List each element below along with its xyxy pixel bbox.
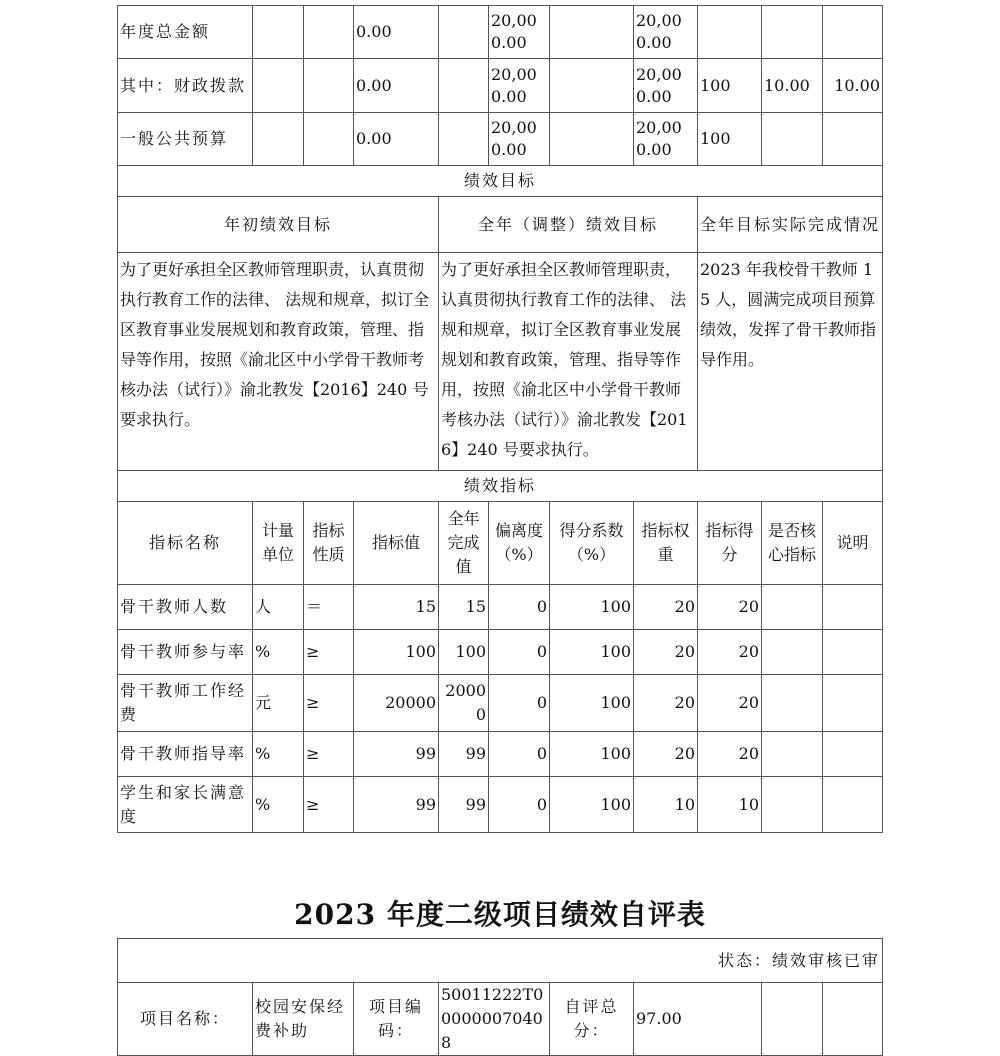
indicator-target: 100 [354,630,439,675]
indicator-header-row [118,502,883,585]
table-row [118,630,883,675]
indicator-target: 20000 [354,675,439,732]
indicator-score: 20 [698,630,762,675]
indicator-actual: 99 [439,777,489,833]
budget-cell: 0.00 [354,59,439,113]
indicator-deviation: 0 [489,777,550,833]
budget-label: 年度总金额 [118,6,253,59]
indicator-unit: 元 [253,675,304,732]
indicator-actual: 100 [439,630,489,675]
indicator-score: 20 [698,675,762,732]
table-row [118,675,883,732]
indicator-core [762,675,823,732]
header-score: 指标得分 [698,502,762,585]
indicator-core [762,777,823,833]
indicator-name: 骨干教师人数 [118,585,253,630]
project-header-table [117,938,883,1056]
self-score-value: 97.00 [634,983,762,1056]
goal-header-initial: 年初绩效目标 [118,197,439,253]
performance-table [117,5,883,833]
indicator-coefficient: 100 [550,585,634,630]
indicator-weight: 10 [634,777,698,833]
indicator-core [762,585,823,630]
indicator-score: 20 [698,732,762,777]
indicator-name: 骨干教师指导率 [118,732,253,777]
project-code-label: 项目编码： [354,983,439,1056]
table-row [118,777,883,833]
section-title-indicators: 绩效指标 [118,471,883,502]
budget-cell: 0.00 [354,6,439,59]
header-nature: 指标性质 [304,502,354,585]
indicator-nature: ≥ [304,630,354,675]
indicator-coefficient: 100 [550,777,634,833]
goal-actual-text: 2023 年我校骨干教师 15 人，圆满完成项目预算绩效，发挥了骨干教师指导作用。 [698,253,883,471]
header-actual: 全年完成值 [439,502,489,585]
header-unit: 计量单位 [253,502,304,585]
indicator-note [823,585,883,630]
budget-cell: 20,000.00 [634,59,698,113]
budget-row [118,113,883,166]
indicator-deviation: 0 [489,630,550,675]
indicator-coefficient: 100 [550,630,634,675]
page-title: 2023 年度二级项目绩效自评表 [294,898,706,931]
budget-row [118,6,883,59]
project-code-value: 50011222T000000070408 [439,983,550,1056]
header-target: 指标值 [354,502,439,585]
indicator-name: 骨干教师工作经费 [118,675,253,732]
indicator-score: 20 [698,585,762,630]
header-note: 说明 [823,502,883,585]
project-name-value: 校园安保经费补助 [253,983,354,1056]
header-coefficient: 得分系数（%） [550,502,634,585]
header-indicator-name: 指标名称 [118,502,253,585]
header-core: 是否核心指标 [762,502,823,585]
indicator-actual: 20000 [439,675,489,732]
budget-cell [823,6,883,59]
budget-cell: 0.00 [354,113,439,166]
indicator-name: 学生和家长满意度 [118,777,253,833]
header-weight: 指标权重 [634,502,698,585]
budget-label: 一般公共预算 [118,113,253,166]
indicator-weight: 20 [634,675,698,732]
indicator-target: 99 [354,732,439,777]
indicator-nature: ≥ [304,777,354,833]
indicator-name: 骨干教师参与率 [118,630,253,675]
indicator-deviation: 0 [489,732,550,777]
indicator-note [823,675,883,732]
indicator-deviation: 0 [489,675,550,732]
indicator-actual: 99 [439,732,489,777]
indicator-coefficient: 100 [550,675,634,732]
indicator-target: 15 [354,585,439,630]
indicator-unit: % [253,732,304,777]
budget-cell [698,6,762,59]
budget-row [118,59,883,113]
indicator-note [823,732,883,777]
indicator-note [823,777,883,833]
indicator-nature: ＝ [304,585,354,630]
indicator-score: 10 [698,777,762,833]
budget-cell [823,113,883,166]
indicator-weight: 20 [634,732,698,777]
goal-adjusted-text: 为了更好承担全区教师管理职责，认真贯彻执行教育工作的法律、 法规和规章，拟订全区教育事业发展规划和教育政策，管理、指导等作用，按照《渝北区中小学骨干教师考核办法（试行）》渝北教发【2016】240 号要求执行。 [439,253,698,471]
budget-label: 其中：财政拨款 [118,59,253,113]
indicator-core [762,732,823,777]
budget-cell: 10.00 [823,59,883,113]
budget-cell: 100 [698,113,762,166]
section-title-goals: 绩效目标 [118,166,883,197]
indicator-weight: 20 [634,630,698,675]
indicator-target: 99 [354,777,439,833]
goal-header-adjusted: 全年（调整）绩效目标 [439,197,698,253]
indicator-unit: % [253,630,304,675]
indicator-unit: 人 [253,585,304,630]
indicator-weight: 20 [634,585,698,630]
indicator-nature: ≥ [304,732,354,777]
status-badge: 状态：绩效审核已审 [118,939,883,983]
budget-cell: 20,000.00 [489,6,550,59]
budget-cell [762,113,823,166]
indicator-actual: 15 [439,585,489,630]
goal-header-actual: 全年目标实际完成情况 [698,197,883,253]
table-row [118,732,883,777]
goal-initial-text: 为了更好承担全区教师管理职责，认真贯彻执行教育工作的法律、 法规和规章，拟订全区教育事业发展规划和教育政策，管理、指导等作用，按照《渝北区中小学骨干教师考核办法（试行）》渝北教发【2016】240 号要求执行。 [118,253,439,471]
header-deviation: 偏离度（%） [489,502,550,585]
indicator-nature: ≥ [304,675,354,732]
indicator-coefficient: 100 [550,732,634,777]
indicator-core [762,630,823,675]
budget-cell: 20,000.00 [489,113,550,166]
budget-cell [762,6,823,59]
budget-cell: 20,000.00 [634,113,698,166]
budget-cell: 10.00 [762,59,823,113]
budget-cell: 20,000.00 [634,6,698,59]
indicator-deviation: 0 [489,585,550,630]
self-score-label: 自评总分： [550,983,634,1056]
project-name-label: 项目名称： [118,983,253,1056]
table-row [118,585,883,630]
indicator-unit: % [253,777,304,833]
indicator-note [823,630,883,675]
budget-cell: 100 [698,59,762,113]
budget-cell: 20,000.00 [489,59,550,113]
